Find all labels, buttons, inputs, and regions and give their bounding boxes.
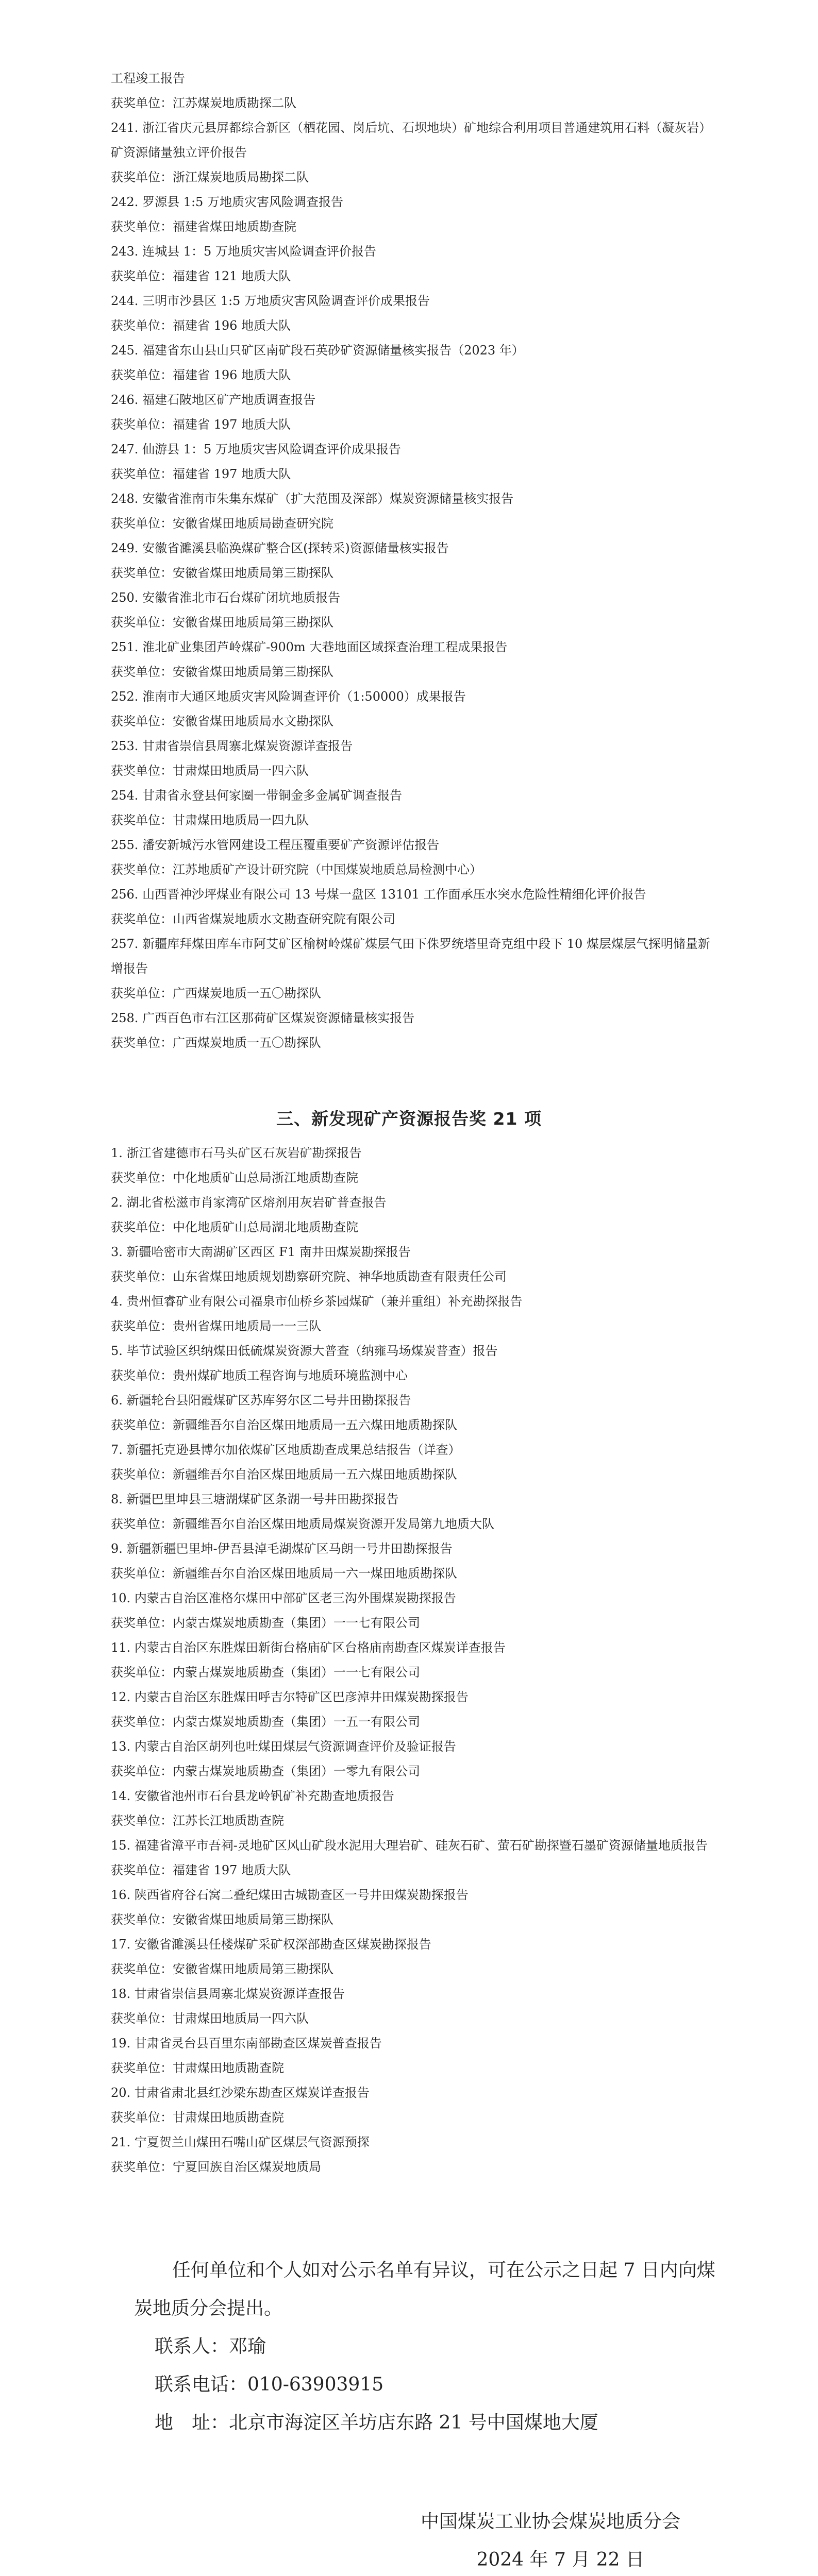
list-item-unit: 获奖单位：甘肃煤田地质勘查院 [111,2061,284,2075]
section3-items-list [111,1141,719,2179]
lead-unit: 获奖单位：江苏煤炭地质勘探二队 [111,96,296,110]
list-item-unit: 获奖单位：甘肃煤田地质局一四六队 [111,764,309,778]
list-item-unit: 获奖单位：福建省 197 地质大队 [111,467,291,481]
list-item-unit: 获奖单位：新疆维吾尔自治区煤田地质局煤炭资源开发局第九地质大队 [111,1517,494,1531]
list-item-title: 20. 甘肃省肃北县红沙梁东勘查区煤炭详查报告 [111,2086,370,2100]
list-item-title: 253. 甘肃省崇信县周寨北煤炭资源详查报告 [111,739,353,753]
list-item-title: 4. 贵州恒睿矿业有限公司福泉市仙桥乡茶园煤矿（兼并重组）补充勘探报告 [111,1294,523,1309]
list-item-unit: 获奖单位：中化地质矿山总局浙江地质勘查院 [111,1171,358,1185]
new-discovery-list [111,1141,719,2179]
objection-notice: 任何单位和个人如对公示名单有异议，可在公示之日起 7 日内向煤炭地质分会提出。 [134,2260,715,2319]
list-item-unit: 获奖单位：内蒙古煤炭地质勘查（集团）一零九有限公司 [111,1764,420,1778]
list-item-title: 16. 陕西省府谷石窝二叠纪煤田古城勘查区一号井田煤炭勘探报告 [111,1888,469,1902]
list-item-title: 249. 安徽省濉溪县临涣煤矿整合区(探转采)资源储量核实报告 [111,541,449,555]
contact-person: 联系人：邓瑜 [155,2336,266,2357]
list-item-title: 1. 浙江省建德市石马头矿区石灰岩矿勘探报告 [111,1146,362,1160]
list-item-title: 247. 仙游县 1：5 万地质灾害风险调查评价成果报告 [111,442,401,456]
list-item-title: 242. 罗源县 1:5 万地质灾害风险调查报告 [111,195,343,209]
list-item-unit: 获奖单位：山西省煤炭地质水文勘查研究院有限公司 [111,912,395,926]
list-item-title: 12. 内蒙古自治区东胜煤田呼吉尔特矿区巴彦淖井田煤炭勘探报告 [111,1690,469,1704]
list-item-title: 255. 潘安新城污水管网建设工程压覆重要矿产资源评估报告 [111,838,440,852]
list-item-title: 252. 淮南市大通区地质灾害风险调查评价（1:50000）成果报告 [111,689,466,704]
list-item-title: 11. 内蒙古自治区东胜煤田新街台格庙矿区台格庙南勘查区煤炭详查报告 [111,1640,506,1655]
list-item-unit: 获奖单位：安徽省煤田地质局第三勘探队 [111,566,333,580]
list-item-title: 243. 连城县 1：5 万地质灾害风险调查评价报告 [111,244,376,259]
list-item-unit: 获奖单位：安徽省煤田地质局第三勘探队 [111,1962,333,1976]
list-item-title: 250. 安徽省淮北市石台煤矿闭坑地质报告 [111,590,341,605]
list-item-title: 258. 广西百色市右江区那荷矿区煤炭资源储量核实报告 [111,1011,415,1025]
list-item-unit: 获奖单位：贵州煤矿地质工程咨询与地质环境监测中心 [111,1368,408,1383]
list-item-unit: 获奖单位：新疆维吾尔自治区煤田地质局一五六煤田地质勘探队 [111,1467,457,1482]
list-item-title: 256. 山西晋神沙坪煤业有限公司 13 号煤一盘区 13101 工作面承压水突水危险性精细化评价报告 [111,887,646,902]
list-item-title: 241. 浙江省庆元县屏都综合新区（栖花园、岗后坑、石坝地块）矿地综合利用项目普通建筑用石料（凝灰岩）矿资源储量独立评价报告 [111,121,712,160]
list-item-title: 3. 新疆哈密市大南湖矿区西区 F1 南井田煤炭勘探报告 [111,1245,411,1259]
list-item-unit: 获奖单位：宁夏回族自治区煤炭地质局 [111,2160,321,2174]
list-item-unit: 获奖单位：新疆维吾尔自治区煤田地质局一六一煤田地质勘探队 [111,1566,457,1581]
list-item-unit: 获奖单位：福建省煤田地质勘查院 [111,219,296,234]
contact-phone: 联系电话：010-63903915 [155,2374,384,2395]
signature-block [0,2503,680,2576]
list-item-unit: 获奖单位：福建省 197 地质大队 [111,417,291,432]
list-item-title: 244. 三明市沙县区 1:5 万地质灾害风险调查评价成果报告 [111,294,430,308]
list-item-title: 5. 毕节试验区织纳煤田低硫煤炭资源大普查（纳雍马场煤炭普查）报告 [111,1344,498,1358]
list-item-title: 17. 安徽省濉溪县任楼煤矿采矿权深部勘查区煤炭勘探报告 [111,1937,431,1952]
list-item-unit: 获奖单位：甘肃煤田地质局一四九队 [111,813,309,827]
list-item-unit: 获奖单位：广西煤炭地质一五〇勘探队 [111,986,321,1001]
list-item-title: 18. 甘肃省崇信县周寨北煤炭资源详查报告 [111,1987,345,2001]
list-item-unit: 获奖单位：安徽省煤田地质局第三勘探队 [111,665,333,679]
issuing-organization: 中国煤炭工业协会煤炭地质分会 [420,2511,680,2532]
list-item-unit: 获奖单位：福建省 197 地质大队 [111,1863,291,1877]
list-item-unit: 获奖单位：贵州省煤田地质局一一三队 [111,1319,321,1333]
list-item-unit: 获奖单位：内蒙古煤炭地质勘查（集团）一一七有限公司 [111,1665,420,1680]
list-item-title: 7. 新疆托克逊县博尔加依煤矿区地质勘查成果总结报告（详查） [111,1443,461,1457]
list-item-title: 6. 新疆轮台县阳霞煤矿区苏库努尔区二号井田勘探报告 [111,1393,411,1408]
list-item-unit: 获奖单位：福建省 121 地质大队 [111,269,291,283]
list-item-unit: 获奖单位：江苏长江地质勘查院 [111,1814,284,1828]
list-item-unit: 获奖单位：甘肃煤田地质局一四六队 [111,2011,309,2026]
list-item-unit: 获奖单位：安徽省煤田地质局第三勘探队 [111,1912,333,1927]
list-item-title: 14. 安徽省池州市石台县龙岭钒矿补充勘查地质报告 [111,1789,394,1803]
list-item-title: 13. 内蒙古自治区胡列也吐煤田煤层气资源调查评价及验证报告 [111,1739,456,1754]
list-item-title: 251. 淮北矿业集团芦岭煤矿-900m 大巷地面区域探查治理工程成果报告 [111,640,508,654]
list-item-title: 257. 新疆库拜煤田库车市阿艾矿区榆树岭煤矿煤层气田下侏罗统塔里奇克组中段下 10 煤层煤层气探明储量新增报告 [111,937,710,976]
list-item-unit: 获奖单位：安徽省煤田地质局水文勘探队 [111,714,333,728]
list-item-unit: 获奖单位：中化地质矿山总局湖北地质勘查院 [111,1220,358,1234]
list-item-title: 248. 安徽省淮南市朱集东煤矿（扩大范围及深部）煤炭资源储量核实报告 [111,492,514,506]
list-item-title: 2. 湖北省松滋市肖家湾矿区熔剂用灰岩矿普查报告 [111,1195,387,1210]
list-item-unit: 获奖单位：山东省煤田地质规划勘察研究院、神华地质勘查有限责任公司 [111,1269,507,1284]
list-item-title: 15. 福建省漳平市吾祠-灵地矿区风山矿段水泥用大理岩矿、硅灰石矿、萤石矿勘探暨石墨矿资源储量地质报告 [111,1838,708,1853]
list-item-title: 21. 宁夏贺兰山煤田石嘴山矿区煤层气资源预探 [111,2135,370,2149]
contact-address: 地 址：北京市海淀区羊坊店东路 21 号中国煤地大厦 [155,2412,598,2433]
list-item-unit: 获奖单位：江苏地质矿产设计研究院（中国煤炭地质总局检测中心） [111,862,482,877]
list-item-title: 246. 福建石陂地区矿产地质调查报告 [111,393,316,407]
section-title: 三、新发现矿产资源报告奖 21 项 [276,1109,542,1129]
list-item-title: 254. 甘肃省永登县何家圈一带铜金多金属矿调查报告 [111,788,403,803]
list-item-title: 9. 新疆新疆巴里坤-伊吾县淖毛湖煤矿区马朗一号井田勘探报告 [111,1541,453,1556]
lead-line: 工程竣工报告 [111,71,185,86]
list-item-title: 8. 新疆巴里坤县三塘湖煤矿区条湖一号井田勘探报告 [111,1492,399,1506]
list-item-unit: 获奖单位：新疆维吾尔自治区煤田地质局一五六煤田地质勘探队 [111,1418,457,1432]
list-item-unit: 获奖单位：安徽省煤田地质局勘查研究院 [111,516,333,531]
list-item-unit: 获奖单位：广西煤炭地质一五〇勘探队 [111,1036,321,1050]
list-item-unit: 获奖单位：福建省 196 地质大队 [111,318,291,333]
top-items-list [111,115,719,1055]
list-item-unit: 获奖单位：浙江煤炭地质局勘探二队 [111,170,309,184]
list-item-unit: 获奖单位：甘肃煤田地质勘查院 [111,2110,284,2125]
list-item-unit: 获奖单位：内蒙古煤炭地质勘查（集团）一一七有限公司 [111,1616,420,1630]
list-item-title: 245. 福建省东山县山只矿区南矿段石英砂矿资源储量核实报告（2023 年） [111,343,524,358]
list-item-title: 10. 内蒙古自治区准格尔煤田中部矿区老三沟外围煤炭勘探报告 [111,1591,456,1605]
list-item-unit: 获奖单位：安徽省煤田地质局第三勘探队 [111,615,333,630]
award-list-continued [111,66,719,1055]
list-item-title: 19. 甘肃省灵台县百里东南部勘查区煤炭普查报告 [111,2036,382,2050]
issue-date: 2024 年 7 月 22 日 [476,2549,644,2570]
list-item-unit: 获奖单位：内蒙古煤炭地质勘查（集团）一五一有限公司 [111,1715,420,1729]
list-item-unit: 获奖单位：福建省 196 地质大队 [111,368,291,382]
